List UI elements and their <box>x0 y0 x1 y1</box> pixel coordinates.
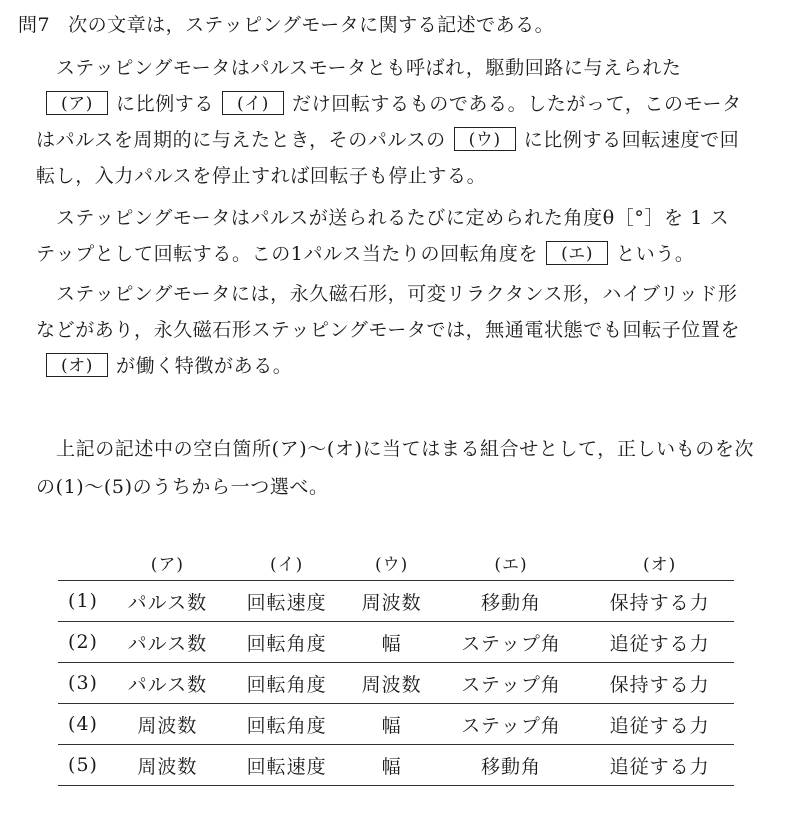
table-row[interactable] <box>58 704 734 745</box>
blank-e: (エ) <box>546 241 608 265</box>
paragraph-3-line-2: などがあり，永久磁石形ステッピングモータでは，無通電状態でも回転子位置を <box>36 319 741 341</box>
table-cell: 追従する力 <box>585 745 734 786</box>
table-header-row <box>58 544 734 581</box>
table-cell: 周波数 <box>346 663 436 704</box>
table-cell: 周波数 <box>108 745 227 786</box>
table-cell: 周波数 <box>346 581 436 622</box>
table-header: (イ) <box>269 554 304 575</box>
paragraph-1 <box>36 50 776 194</box>
table-cell: ステップ角 <box>437 622 585 663</box>
table-header: (オ) <box>642 554 677 575</box>
table-cell: 回転角度 <box>227 622 347 663</box>
text: が働く特徴がある。 <box>116 355 293 377</box>
table-row[interactable] <box>58 581 734 622</box>
paragraph-2-line-1: ステッピングモータはパルスが送られるたびに定められた角度θ［°］を 1 ス <box>56 207 730 229</box>
table-cell: 回転角度 <box>227 663 347 704</box>
option-number: (1) <box>58 581 108 622</box>
question-text: 次の文章は，ステッピングモータに関する記述である。 <box>68 14 555 36</box>
text: はパルスを周期的に与えたとき，そのパルスの <box>36 129 446 151</box>
paragraph-1-line-4: 転し，入力パルスを停止すれば回転子も停止する。 <box>36 165 487 187</box>
table-cell: 回転速度 <box>227 745 347 786</box>
table-header <box>58 544 108 581</box>
table-cell: 幅 <box>346 745 436 786</box>
text: に比例する <box>116 93 215 115</box>
option-number: (2) <box>58 622 108 663</box>
table-header: (ア) <box>150 554 185 575</box>
table-header: (エ) <box>494 554 528 575</box>
blank-o: (オ) <box>46 353 108 377</box>
table-cell: 追従する力 <box>585 704 734 745</box>
table-cell: パルス数 <box>108 663 227 704</box>
paragraph-1-line-2 <box>36 86 776 122</box>
instruction-line-2: の(1)～(5)のうちから一つ選べ。 <box>36 476 329 498</box>
table-cell: ステップ角 <box>437 663 585 704</box>
table-row[interactable] <box>58 745 734 786</box>
table-cell: 移動角 <box>437 745 585 786</box>
paragraph-1-line-3 <box>36 122 776 158</box>
table-cell: パルス数 <box>108 622 227 663</box>
table-row[interactable] <box>58 663 734 704</box>
option-number: (3) <box>58 663 108 704</box>
text: という。 <box>616 243 695 265</box>
table-cell: 回転角度 <box>227 704 347 745</box>
paragraph-3 <box>36 276 776 384</box>
paragraph-1-line-1: ステッピングモータはパルスモータとも呼ばれ，駆動回路に与えられた <box>56 57 682 79</box>
text: だけ回転するものである。したがって，このモータ <box>292 93 742 115</box>
instruction-line-1: 上記の記述中の空白箇所(ア)～(オ)に当てはまる組合せとして，正しいものを次 <box>56 438 755 460</box>
table-cell: 回転速度 <box>227 581 347 622</box>
paragraph-3-line-3 <box>36 348 776 384</box>
table-cell: 保持する力 <box>585 581 734 622</box>
option-number: (4) <box>58 704 108 745</box>
table-cell: 幅 <box>346 704 436 745</box>
table-cell: 幅 <box>346 622 436 663</box>
paragraph-2-line-2 <box>36 236 776 272</box>
table-row[interactable] <box>58 622 734 663</box>
table-header: (ウ) <box>375 554 409 575</box>
table-cell: パルス数 <box>108 581 227 622</box>
table-cell: 移動角 <box>437 581 585 622</box>
question-number: 問7 <box>18 14 51 36</box>
blank-u: (ウ) <box>454 127 516 151</box>
paragraph-3-line-1: ステッピングモータには，永久磁石形，可変リラクタンス形，ハイブリッド形 <box>56 283 738 305</box>
blank-i: (イ) <box>222 91 284 115</box>
blank-a: (ア) <box>46 91 108 115</box>
answer-table <box>58 544 734 786</box>
table-cell: 保持する力 <box>585 663 734 704</box>
question-title <box>18 10 554 37</box>
table-cell: 追従する力 <box>585 622 734 663</box>
table-cell: 周波数 <box>108 704 227 745</box>
paragraph-2 <box>36 200 776 272</box>
instruction <box>36 430 776 506</box>
table-cell: ステップ角 <box>437 704 585 745</box>
option-number: (5) <box>58 745 108 786</box>
text: に比例する回転速度で回 <box>523 129 740 151</box>
text: テップとして回転する。この1パルス当たりの回転角度を <box>36 243 539 265</box>
